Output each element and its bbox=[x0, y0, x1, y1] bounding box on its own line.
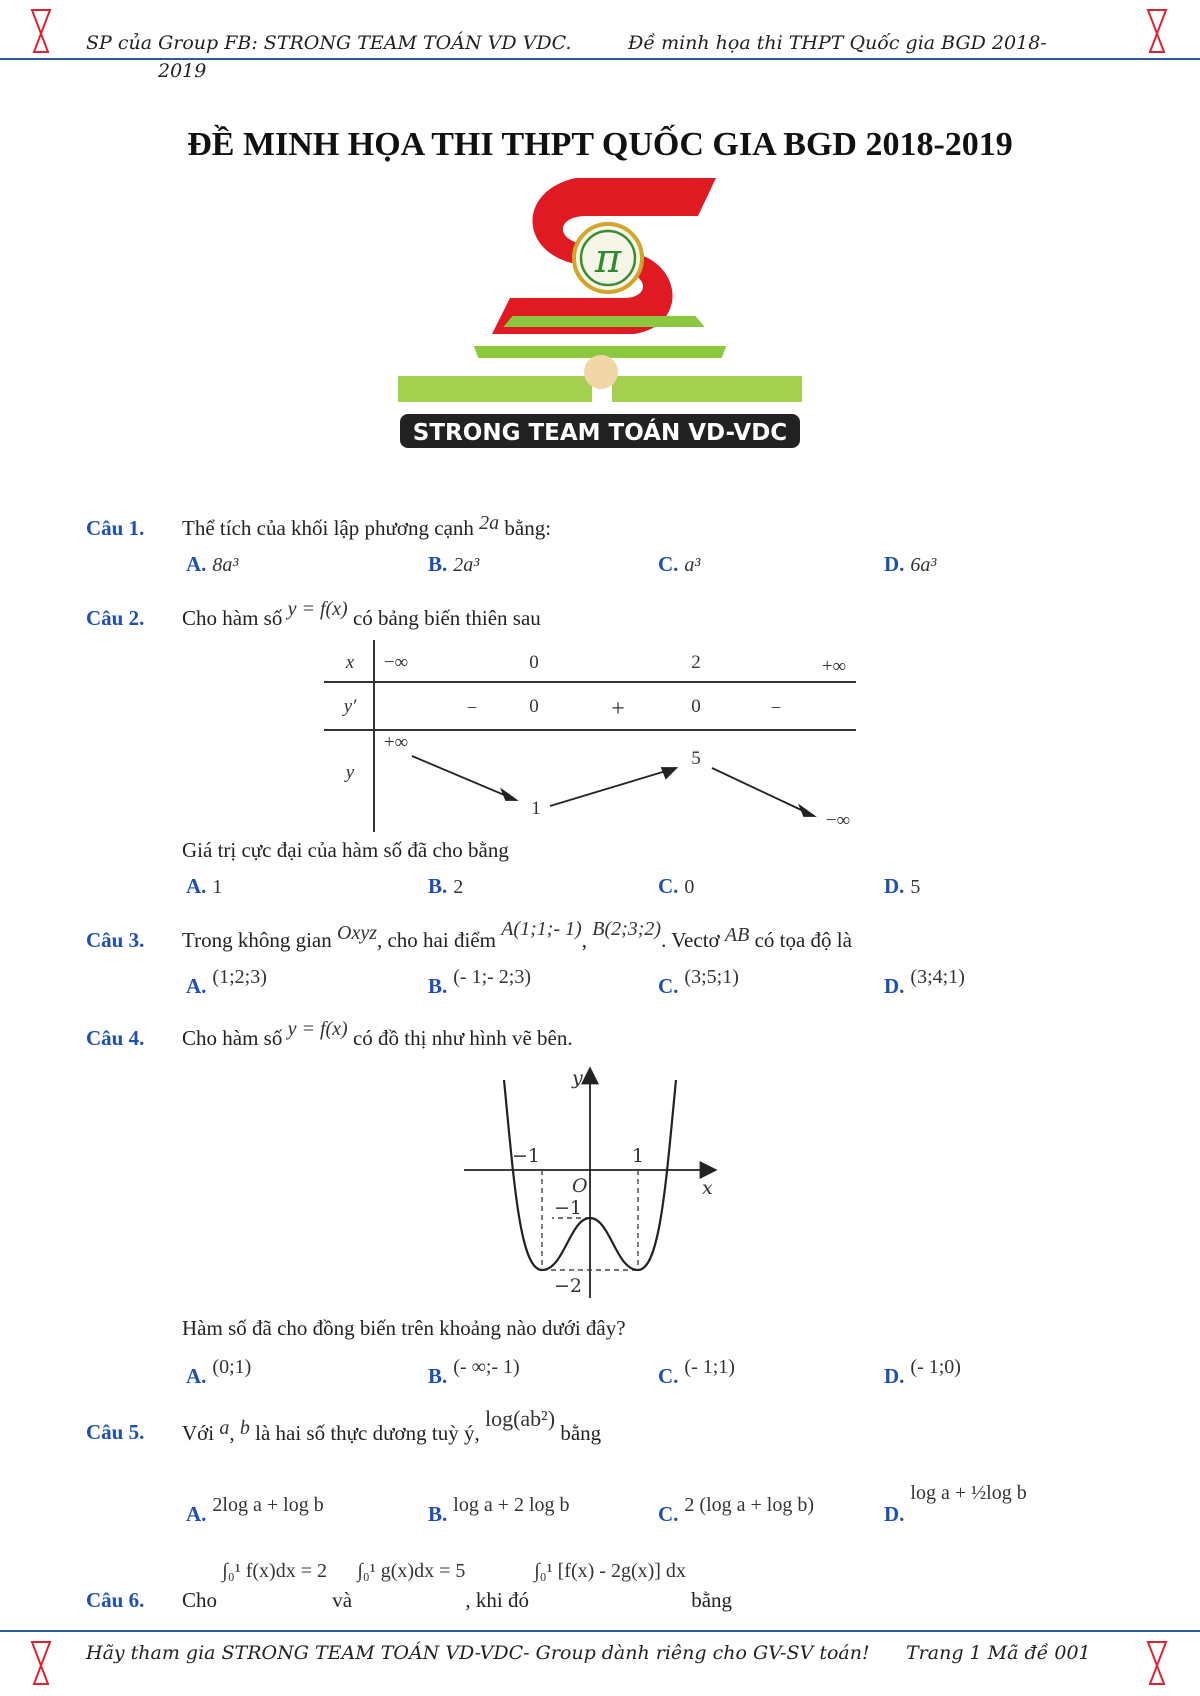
svg-text:2: 2 bbox=[691, 652, 701, 673]
header-rule bbox=[0, 58, 1200, 60]
q5-option-b[interactable]: B. log a + 2 log b bbox=[428, 1494, 570, 1526]
footer-left: Hãy tham gia STRONG TEAM TOÁN VD-VDC- Group dành riêng cho GV-SV toán! bbox=[86, 1642, 870, 1664]
q2-option-c[interactable]: C. 0 bbox=[658, 874, 695, 898]
q1-option-a[interactable]: A. 8a³ bbox=[186, 552, 239, 576]
q2-text: Cho hàm số y = f(x) có bảng biến thiên sau bbox=[182, 598, 541, 630]
svg-text:π: π bbox=[594, 236, 622, 282]
svg-text:+∞: +∞ bbox=[383, 732, 409, 753]
svg-text:y′: y′ bbox=[343, 696, 357, 717]
svg-text:O: O bbox=[572, 1175, 588, 1197]
svg-text:1: 1 bbox=[632, 1145, 645, 1167]
header-right: Đề minh họa thi THPT Quốc gia BGD 2018- bbox=[628, 32, 1047, 54]
q5-option-a[interactable]: A. 2log a + log b bbox=[186, 1494, 324, 1526]
logo-text: STRONG TEAM TOÁN VD-VDC bbox=[412, 420, 788, 446]
hourglass-icon-bottom-left bbox=[30, 1640, 52, 1686]
q3-label: Câu 3. bbox=[86, 928, 145, 952]
svg-text:y: y bbox=[345, 762, 355, 783]
svg-text:+∞: +∞ bbox=[821, 656, 847, 677]
svg-text:+: + bbox=[611, 696, 625, 722]
q2-option-d[interactable]: D. 5 bbox=[884, 874, 921, 898]
q4-option-c[interactable]: C. (- 1;1) bbox=[658, 1356, 735, 1388]
q3-option-b[interactable]: B. (- 1;- 2;3) bbox=[428, 966, 532, 998]
svg-text:x: x bbox=[702, 1177, 713, 1199]
q3-option-c[interactable]: C. (3;5;1) bbox=[658, 966, 739, 998]
q4-label: Câu 4. bbox=[86, 1026, 145, 1050]
svg-text:y: y bbox=[572, 1067, 583, 1089]
q2-option-b[interactable]: B. 2 bbox=[428, 874, 464, 898]
q1-text: Thể tích của khối lập phương cạnh 2a bằng: bbox=[182, 512, 552, 540]
svg-text:0: 0 bbox=[529, 652, 539, 673]
svg-text:−1: −1 bbox=[554, 1197, 583, 1219]
q4-option-b[interactable]: B. (- ∞;- 1) bbox=[428, 1356, 520, 1388]
q3-option-d[interactable]: D. (3;4;1) bbox=[884, 966, 965, 998]
header-left: SP của Group FB: STRONG TEAM TOÁN VD VDC. bbox=[86, 32, 572, 54]
q4-option-d[interactable]: D. (- 1;0) bbox=[884, 1356, 961, 1388]
q4-option-a[interactable]: A. (0;1) bbox=[186, 1356, 252, 1388]
q2-math: y = f(x) bbox=[287, 598, 348, 620]
logo-emblem-icon bbox=[398, 178, 802, 402]
q2-option-a[interactable]: A. 1 bbox=[186, 874, 223, 898]
q3-text: Trong không gian Oxyz, cho hai điểm A(1;1;- 1), B(2;3;2). Vectơ AB có tọa độ là bbox=[182, 918, 852, 952]
page-title: ĐỀ MINH HỌA THI THPT QUỐC GIA BGD 2018-2019 bbox=[187, 126, 1013, 163]
q6-label: Câu 6. bbox=[86, 1588, 145, 1612]
svg-text:−: − bbox=[466, 698, 478, 719]
q2-label: Câu 2. bbox=[86, 606, 145, 630]
q1-math: 2a bbox=[479, 512, 500, 534]
svg-text:0: 0 bbox=[691, 696, 701, 717]
svg-text:0: 0 bbox=[529, 696, 539, 717]
svg-text:x: x bbox=[345, 652, 355, 673]
footer-right: Trang 1 Mã đề 001 bbox=[906, 1642, 1091, 1664]
q1-option-c[interactable]: C. a³ bbox=[658, 552, 701, 576]
q1-option-b[interactable]: B. 2a³ bbox=[428, 552, 480, 576]
svg-text:−∞: −∞ bbox=[383, 652, 409, 673]
q2-question: Giá trị cực đại của hàm số đã cho bằng bbox=[182, 838, 509, 862]
svg-text:5: 5 bbox=[691, 748, 701, 769]
footer-rule bbox=[0, 1630, 1200, 1632]
logo bbox=[398, 176, 802, 458]
q5-option-d[interactable]: D.log a + ½log b bbox=[884, 1482, 1027, 1526]
q5-text: Với a, b là hai số thực dương tuỳ ý, log(ab²) bằng bbox=[182, 1406, 602, 1445]
q1-label: Câu 1. bbox=[86, 516, 145, 540]
hourglass-icon-top-right bbox=[1146, 8, 1168, 54]
q4-question: Hàm số đã cho đồng biến trên khoảng nào dưới đây? bbox=[182, 1316, 626, 1340]
svg-text:−: − bbox=[770, 698, 782, 719]
q1-option-d[interactable]: D. 6a³ bbox=[884, 552, 937, 576]
svg-text:1: 1 bbox=[531, 798, 541, 819]
hourglass-icon-bottom-right bbox=[1146, 1640, 1168, 1686]
q4-text: Cho hàm số y = f(x) có đồ thị như hình vẽ bên. bbox=[182, 1018, 573, 1050]
q6-text: Cho ∫₀¹ f(x)dx = 2 và ∫₀¹ g(x)dx = 5, khi đó ∫₀¹ [f(x) - 2g(x)] dx bằng bbox=[182, 1560, 733, 1612]
function-graph bbox=[460, 1062, 724, 1306]
q5-label: Câu 5. bbox=[86, 1420, 145, 1444]
hourglass-icon-top-left bbox=[30, 8, 52, 54]
q3-option-a[interactable]: A. (1;2;3) bbox=[186, 966, 267, 998]
svg-text:−2: −2 bbox=[554, 1275, 583, 1297]
header-right-wrap: 2019 bbox=[158, 60, 207, 82]
q5-option-c[interactable]: C. 2 (log a + log b) bbox=[658, 1494, 815, 1526]
variation-table bbox=[320, 640, 860, 840]
svg-text:−∞: −∞ bbox=[825, 810, 851, 831]
svg-text:−1: −1 bbox=[512, 1145, 541, 1167]
